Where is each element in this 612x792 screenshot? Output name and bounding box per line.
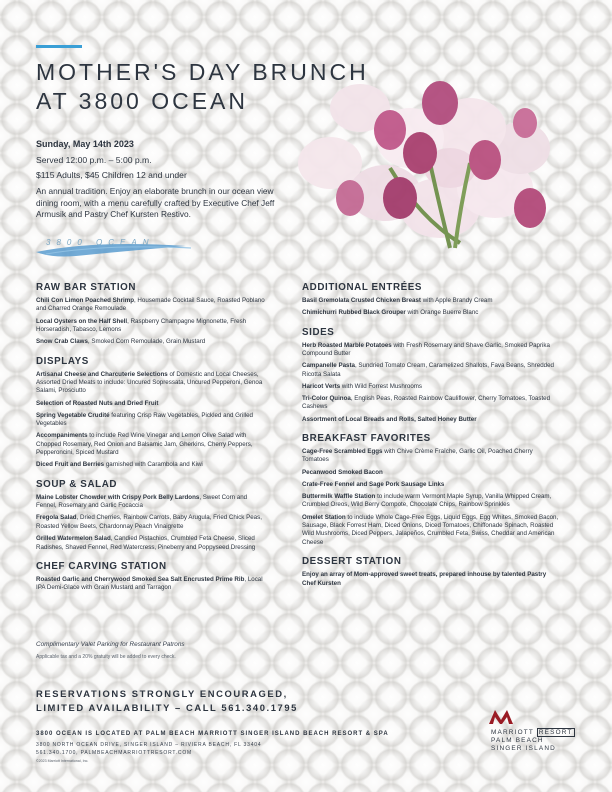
menu-section [36,561,268,593]
menu-item-description: to include Red Wine Vinegar and Lemon Olive Salad with Chopped Rosemary, Red Onion and Balsamic Jam, Gherkins, Cherry Peppers, Pepperoncini, Spiced Mustard [36,432,253,457]
menu-section [302,282,560,318]
footer-location: 3800 OCEAN IS LOCATED AT PALM BEACH MARRIOTT SINGER ISLAND BEACH RESORT & SPA [36,731,389,737]
menu-item [302,342,560,359]
menu-item-name: Spring Vegetable Crudité [36,411,110,419]
reservations-line-1: RESERVATIONS STRONGLY ENCOURAGED, [36,688,288,699]
menu-item-description: garnished with Carambola and Kiwi [104,461,203,469]
section-title: CHEF CARVING STATION [36,560,167,572]
title-line-1: MOTHER'S DAY BRUNCH [36,59,369,85]
served-hours: Served 12:00 p.m. – 5:00 p.m. [36,155,152,165]
menu-item [302,362,560,379]
section-title: SOUP & SALAD [36,478,118,490]
menu-item-name: Haricot Verts [302,382,341,390]
menu-item-name: Snow Crab Claws [36,338,88,346]
menu-item-name: Grilled Watermelon Salad [36,535,111,543]
menu-section [36,282,268,347]
menu-item-name: Maine Lobster Chowder with Crispy Pork Belly Lardons [36,493,200,501]
section-title: BREAKFAST FAVORITES [302,433,431,445]
footer-copyright: ©2023 Marriott International, Inc. [36,759,89,763]
menu-item [36,461,268,469]
menu-item [36,371,268,396]
menu-item-name: Basil Gremolata Crusted Chicken Breast [302,297,421,304]
marriott-logo-icon [487,706,517,726]
intro-text: An annual tradition. Enjoy an elaborate brunch in our ocean view dining room, with a menu carefully crafted by Executive Chef Jeff Armusik and Pastry Chef Kursten Restivo. [36,186,275,220]
section-title: DESSERT STATION [302,556,402,568]
menu-item [302,571,560,588]
marriott-brand: MARRIOTT [491,729,534,736]
menu-item [302,416,560,424]
accent-bar [36,45,82,48]
menu-item [36,400,268,408]
menu-item [36,576,268,593]
menu-item-name: Chili Con Limon Poached Shrimp [36,297,134,304]
marriott-logo-text [491,729,575,753]
menu-item-name: Omelet Station [302,513,346,521]
section-title: RAW BAR STATION [36,282,137,293]
menu-item-description: , Smoked Corn Remoulade, Grain Mustard [87,338,206,346]
menu-section [302,433,560,547]
menu-item-description: , Housemade Cocktail Sauce, Roasted Poblano and Charred Orange Remoulade [36,297,265,313]
menu-item-name: Campanelle Pasta [302,362,355,370]
menu-item-description: , Local IPA Demi-Glace with Grain Mustard and Tarragon [36,575,263,592]
tax-note: Applicable tax and a 20% gratuity will be added to every check. [36,654,176,660]
menu-item [302,383,560,391]
marriott-location-1: PALM BEACH [491,737,544,744]
title-line-2: AT 3800 OCEAN [36,88,249,114]
section-title: DISPLAYS [36,355,89,367]
footer-contact: 561.340.1700, PALMBEACHMARRIOTTRESORT.COM [36,750,192,756]
menu-item-name: Local Oysters on the Half Shell [36,317,128,325]
ocean-logo-wave [36,232,196,262]
menu-item-description: , English Peas, Roasted Rainbow Cauliflower, Cherry Tomatoes, Toasted Cashews [302,395,551,411]
menu-item [36,514,268,531]
menu-item-description: , Sundried Tomato Cream, Caramelized Shallots, Fava Beans, Shredded Ricotta Salata [302,362,554,378]
marriott-location-2: SINGER ISLAND [491,745,556,752]
menu-item [302,309,560,317]
menu-item [36,432,268,457]
menu-item-name: Artisanal Cheese and Charcuterie Selections [36,370,168,378]
menu-item-name: Herb Roasted Marble Potatoes [302,341,392,349]
menu-item-description: , Dried Cherries, Rainbow Carrots, Baby Arugula, Fried Chick Peas, Roasted Yellow Beets, Chardonnay Peach Vinaigrette [36,514,262,530]
menu-item [302,493,560,510]
menu-item [302,448,560,465]
menu-item-name: Buttermilk Waffle Station [302,493,376,501]
menu-item-description: to include Whole Cage-Free Eggs, Liquid Eggs, Egg Whites, Smoked Bacon, Sausage, Black Forrest Ham, Diced Onions, Diced Tomatoes, Chiffonade Spinach, Roasted Wild Mushrooms, Diced Peppers, Jalapeños, Crumbled Feta, Swiss, Cheddar and American Cheese [302,513,559,546]
menu-item [36,494,268,511]
menu-item-description: featuring Crisp Raw Vegetables, Pickled and Grilled Vegetables [36,411,253,428]
menu-item [36,412,268,429]
menu-item-name: Accompaniments [36,432,88,440]
menu-item-description: with Apple Brandy Cream [420,297,493,304]
valet-note: Complimentary Valet Parking for Restaurant Patrons [36,641,185,648]
menu-item-name: Crate-Free Fennel and Sage Pork Sausage Links [302,480,445,488]
menu-item-description: of Domestic and Local Cheeses, Assorted Dried Meats to include: Uncured Sopressata, Uncured Pepperoni, Genoa Salami, Prosciutto [36,370,263,395]
pricing: $115 Adults, $45 Children 12 and under [36,170,187,180]
menu-item-description: with Wild Forrest Mushrooms [340,382,423,390]
menu-item-name: Roasted Garlic and Cherrywood Smoked Sea Salt Encrusted Prime Rib [36,575,245,583]
menu-item [36,318,268,335]
menu-section [36,479,268,552]
menu-item-description: with Fresh Rosemary and Shave Garlic, Smoked Paprika Compound Butter [302,341,550,358]
menu-item [302,395,560,412]
menu-item-name: Diced Fruit and Berries [36,461,105,469]
menu-item-name: Pecanwood Smoked Bacon [302,468,383,476]
reservations-line-2: LIMITED AVAILABILITY – CALL 561.340.1795 [36,702,298,713]
menu-item-name: Assortment of Local Breads and Rolls, Salted Honey Butter [302,415,477,423]
menu-item-name: Enjoy an array of Mom-approved sweet treats, prepared inhouse by talented Pastry Chef Kursten [302,571,547,587]
section-title: SIDES [302,326,335,338]
menu-item [36,338,268,346]
menu-column-left [36,282,268,602]
footer-address: 3800 NORTH OCEAN DRIVE, SINGER ISLAND – RIVIERA BEACH, FL 33404 [36,742,262,748]
menu-section [302,556,560,588]
menu-section [302,327,560,424]
reservations-callout [36,687,298,715]
menu-item-description: with Chive Crème Fraîche, Garlic Oil, Poached Cherry Tomatoes [302,448,533,464]
menu-column-right [302,282,560,597]
menu-item-description: , Raspberry Champagne Mignonette, Fresh Horseradish, Tabasco, Lemons [36,317,247,334]
tulip-bouquet-image [290,68,560,258]
menu-section [36,356,268,470]
menu-item [302,514,560,548]
menu-item-description: with Orange Buerre Blanc [405,309,479,317]
menu-item-name: Fregola Salad [36,514,77,522]
menu-item [302,297,560,305]
menu-item-name: Chimichurri Rubbed Black Grouper [302,309,406,317]
event-date: Sunday, May 14th 2023 [36,139,134,149]
menu-item [36,535,268,552]
ocean-logo-text: 3800 OCEAN [46,238,155,247]
menu-item [302,481,560,489]
menu-item-description: , Sweet Corn and Fennel, Rosemary and Garlic Focaccia [36,493,248,510]
marriott-resort: RESORT [538,729,573,736]
menu-item-description: , Candied Pistachios, Crumbled Feta Cheese, Sliced Radishes, Shaved Fennel, Red Watercress, Pineberry and Poppyseed Dressing [36,535,256,551]
menu-item-name: Cage-Free Scrambled Eggs [302,448,383,456]
menu-item-name: Tri-Color Quinoa [302,395,351,403]
section-title: ADDITIONAL ENTRÉES [302,282,423,293]
menu-item [36,297,268,314]
menu-item [302,469,560,477]
menu-item-description: to include warm Vermont Maple Syrup, Vanilla Whipped Cream, Crumbled Oreos, Wild Berry Compote, Chocolate Chips, Rainbow Sprinkles [302,493,552,509]
menu-item-name: Selection of Roasted Nuts and Dried Fruit [36,399,159,407]
